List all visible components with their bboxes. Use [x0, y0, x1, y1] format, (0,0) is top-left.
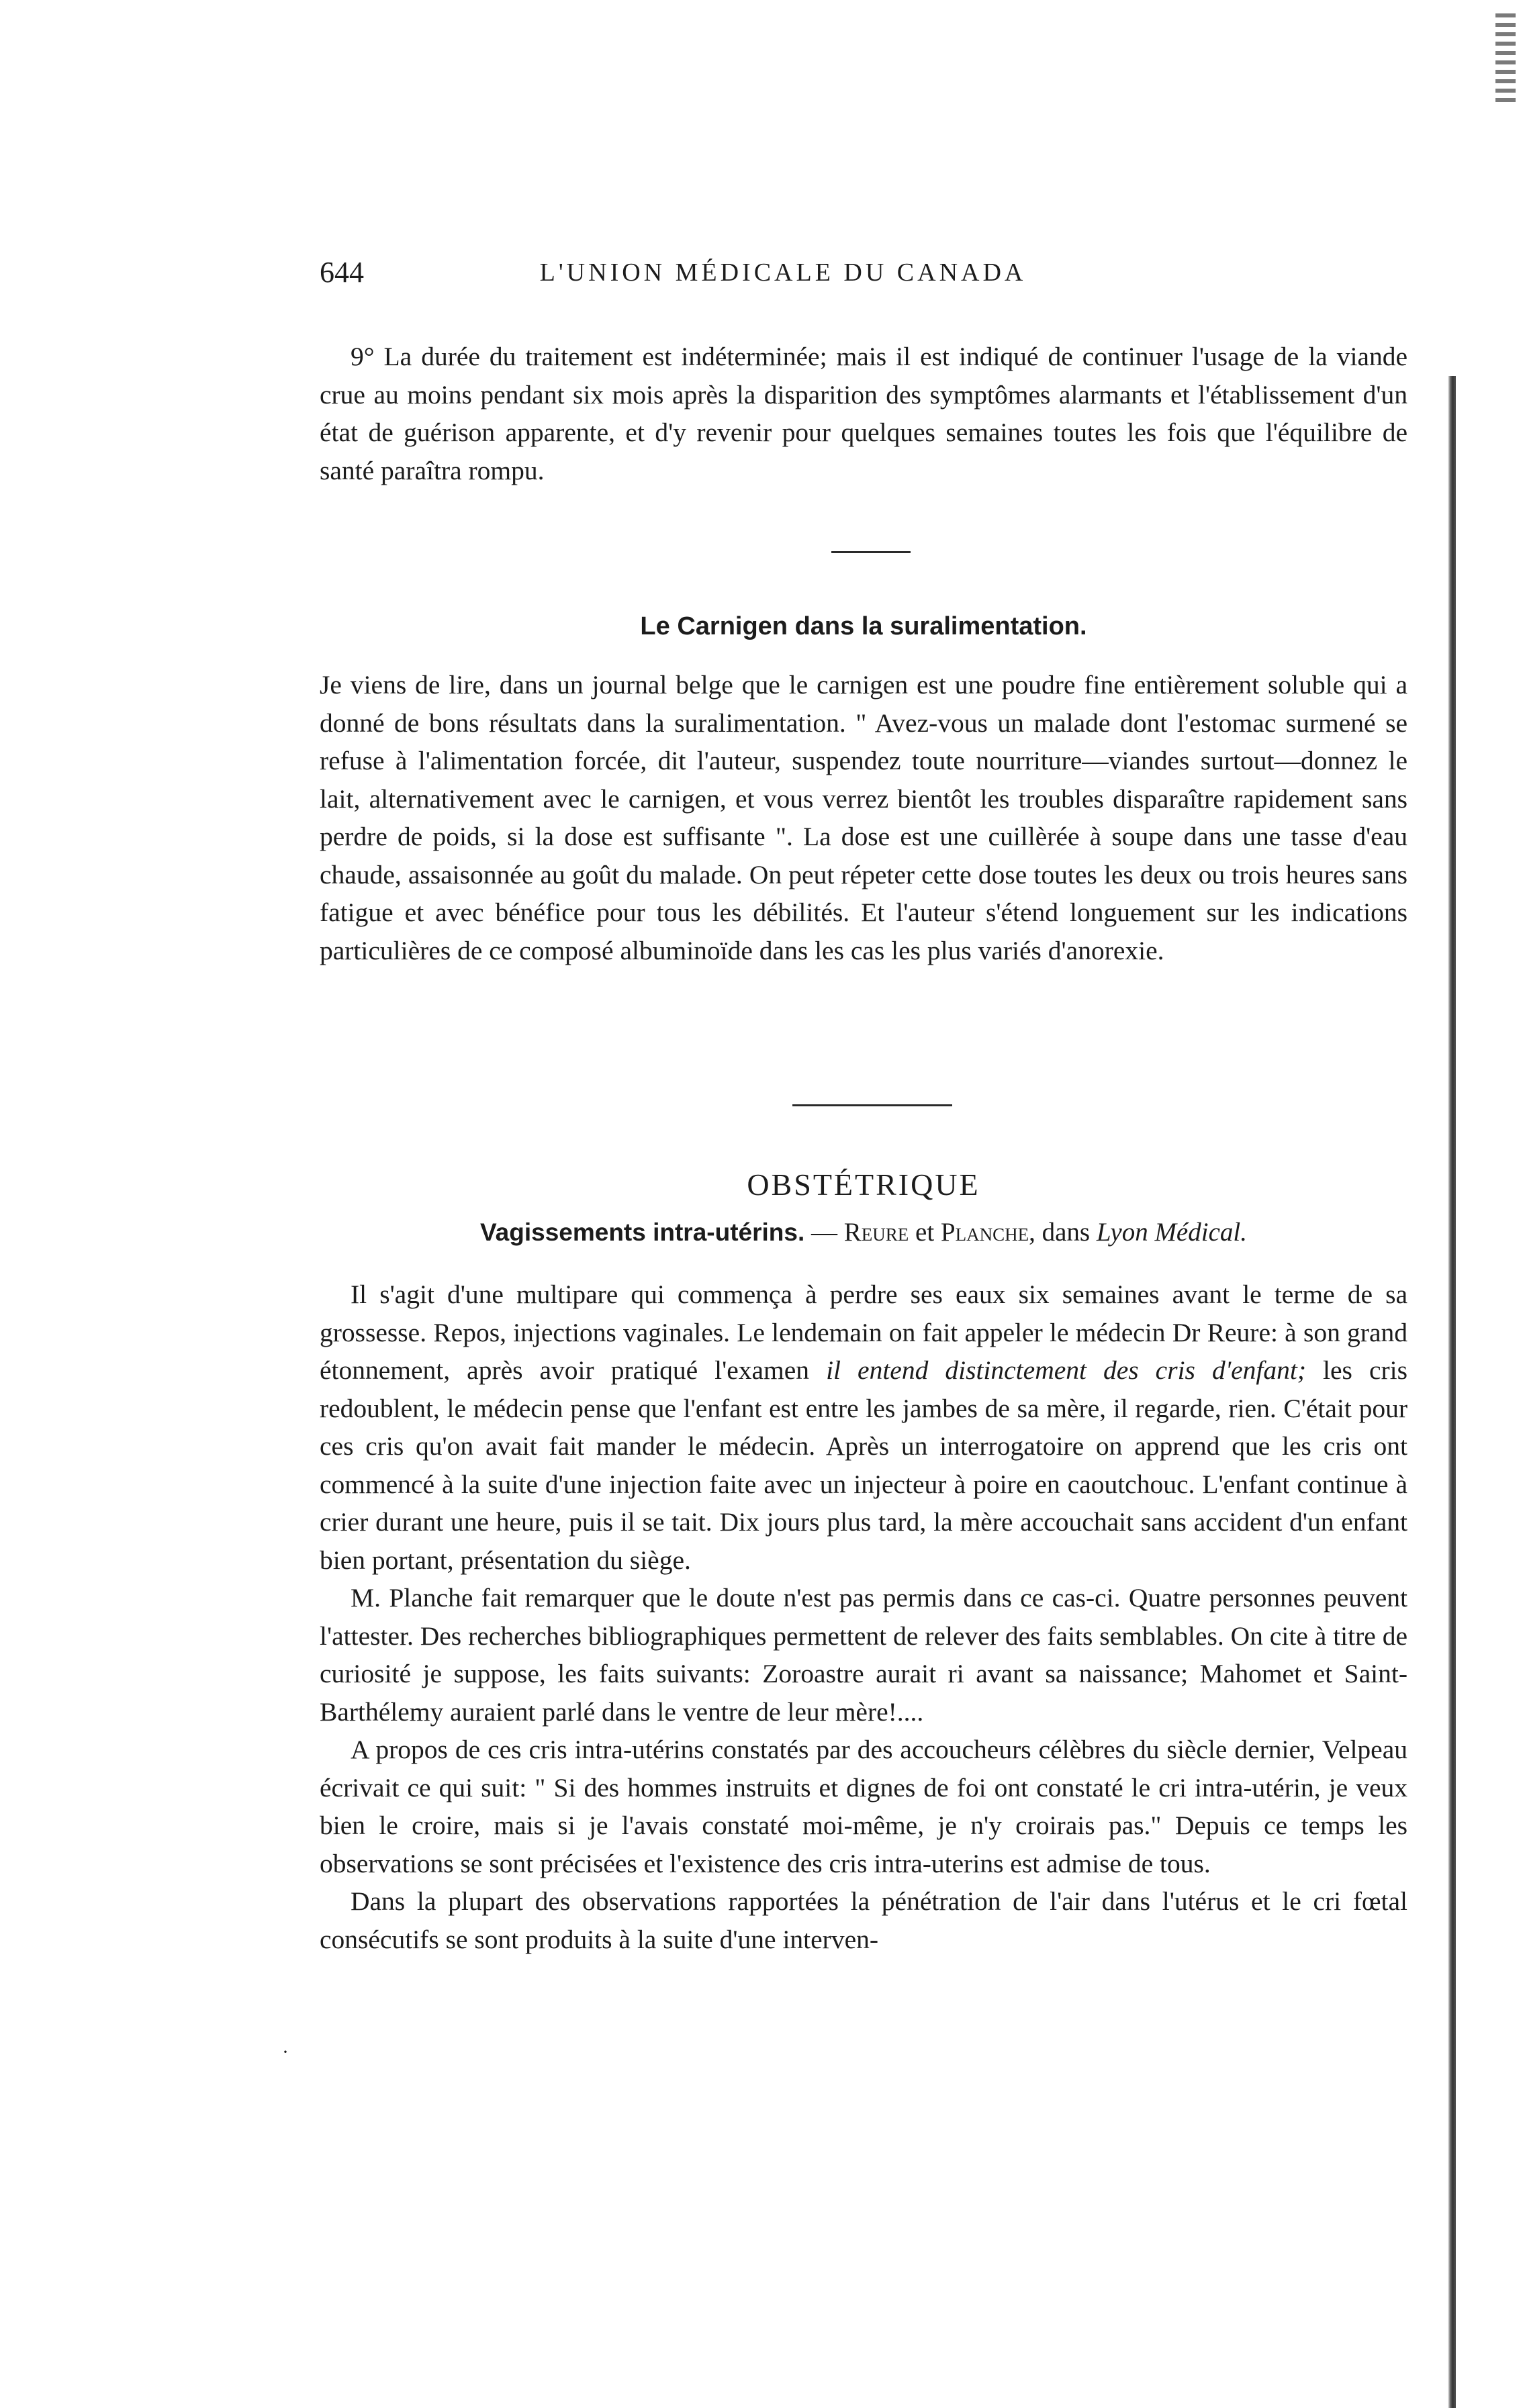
paragraph-4: Dans la plupart des observations rapportées la pénétration de l'air dans l'utérus et le cri fœtal consécutifs se sont produits à la suite d'une interven-: [320, 1886, 1407, 1954]
scan-speck: ·: [282, 2041, 289, 2063]
article-title-carnigen: Le Carnigen dans la suralimentation.: [640, 612, 1087, 640]
author-planche: Planche: [940, 1218, 1029, 1247]
intro-block: [320, 338, 1407, 489]
paragraph-2: M. Planche fait remarquer que le doute n'est pas permis dans ce cas-ci. Quatre personnes peuvent l'attester. Des recherches bibliographiques permettent de relever des faits semblables. On cite à titre de curiosité je suppose, les faits suivants: Zoroastre aurait ri avant sa naissance; Mahomet et Saint-Barthélemy auraient parlé dans le ventre de leur mère!....: [320, 1583, 1407, 1727]
paragraph-1: [320, 1275, 1407, 1579]
article-carnigen-paragraph: Je viens de lire, dans un journal belge que le carnigen est une poudre fine entièrement soluble qui a donné de bons résultats dans la suralimentation. " Avez-vous un malade dont l'estomac surmené se refuse à l'alimentation forcée, dit l'auteur, suspendez toute nourriture—viandes surtout—donnez le lait, alternativement avec le carnigen, et vous verrez bientôt les troubles disparaître rapidement sans perdre de poids, si la dose est suffisante ". La dose est une cuillèrée à soupe dans une tasse d'eau chaude, assaisonnée au goût du malade. On peut répeter cette dose toutes les deux ou trois heures sans fatigue et avec bénéfice pour tous les débilités. Et l'auteur s'étend longuement sur les indications particulières de ce composé albuminoïde dans les cas les plus variés d'anorexie.: [320, 670, 1407, 965]
article-vagissements-body: [320, 1275, 1407, 1958]
scan-margin-marks: [1495, 13, 1516, 107]
intro-paragraph: 9° La durée du traitement est indéterminée; mais il est indiqué de continuer l'usage de la viande crue au moins pendant six mois après la disparition des symptômes alarmants et l'établissement d'un état de guérison apparente, et d'y revenir pour quelques semaines toutes les fois que l'équilibre de santé paraîtra rompu.: [320, 342, 1407, 485]
section-heading: OBSTÉTRIQUE: [747, 1167, 980, 1202]
paragraph-1-emphasis: il entend distinctement des cris d'enfant;: [826, 1355, 1307, 1385]
running-header: [320, 255, 1246, 295]
running-title: L'UNION MÉDICALE DU CANADA: [539, 258, 1027, 287]
byline-conj: et: [909, 1218, 941, 1247]
journal-name: Lyon Médical.: [1096, 1218, 1247, 1247]
paragraph-3: A propos de ces cris intra-utérins constatés par des accoucheurs célèbres du siècle dernier, Velpeau écrivait ce qui suit: " Si des hommes instruits et dignes de foi ont constaté le cri intra-utérin, je veux bien le croire, mais si je l'avais constaté moi-même, je n'y croirais pas." Depuis ce temps les observations se sont précisées et l'existence des cris intra-uterins est admise de tous.: [320, 1735, 1407, 1878]
separator-rule: [792, 1104, 952, 1106]
paragraph-1-text-a: Il s'agit d'une multipare qui commença à perdre ses eaux six semaines avant le terme de sa grossesse. Repos, injections vaginales. Le lendemain on fait appeler le médecin Dr Reure: à son grand étonnement, après avoir pratiqué l'examen: [320, 1280, 1407, 1385]
article-carnigen-body: [320, 666, 1407, 969]
byline-dans: , dans: [1029, 1218, 1097, 1247]
paragraph-1-text-b: les cris redoublent, le médecin pense que l'enfant est entre les jambes de sa mère, il regarde, rien. C'était pour ces cris qu'on avait fait mander le médecin. Après un interrogatoire on apprend que les cris ont commencé à la suite d'une injection faite avec un injecteur à poire en caoutchouc. L'enfant continue à crier durant une heure, puis il se tait. Dix jours plus tard, la mère accouchait sans accident d'un enfant bien portant, présentation du siège.: [320, 1355, 1407, 1575]
page-number: 644: [320, 256, 364, 289]
byline-dash: —: [804, 1218, 844, 1247]
scan-binding-edge: [1448, 376, 1456, 2408]
article-byline: [320, 1217, 1407, 1247]
author-reure: Reure: [843, 1218, 909, 1247]
article-title-vagissements: Vagissements intra-utérins.: [480, 1218, 805, 1246]
separator-rule: [831, 551, 911, 553]
